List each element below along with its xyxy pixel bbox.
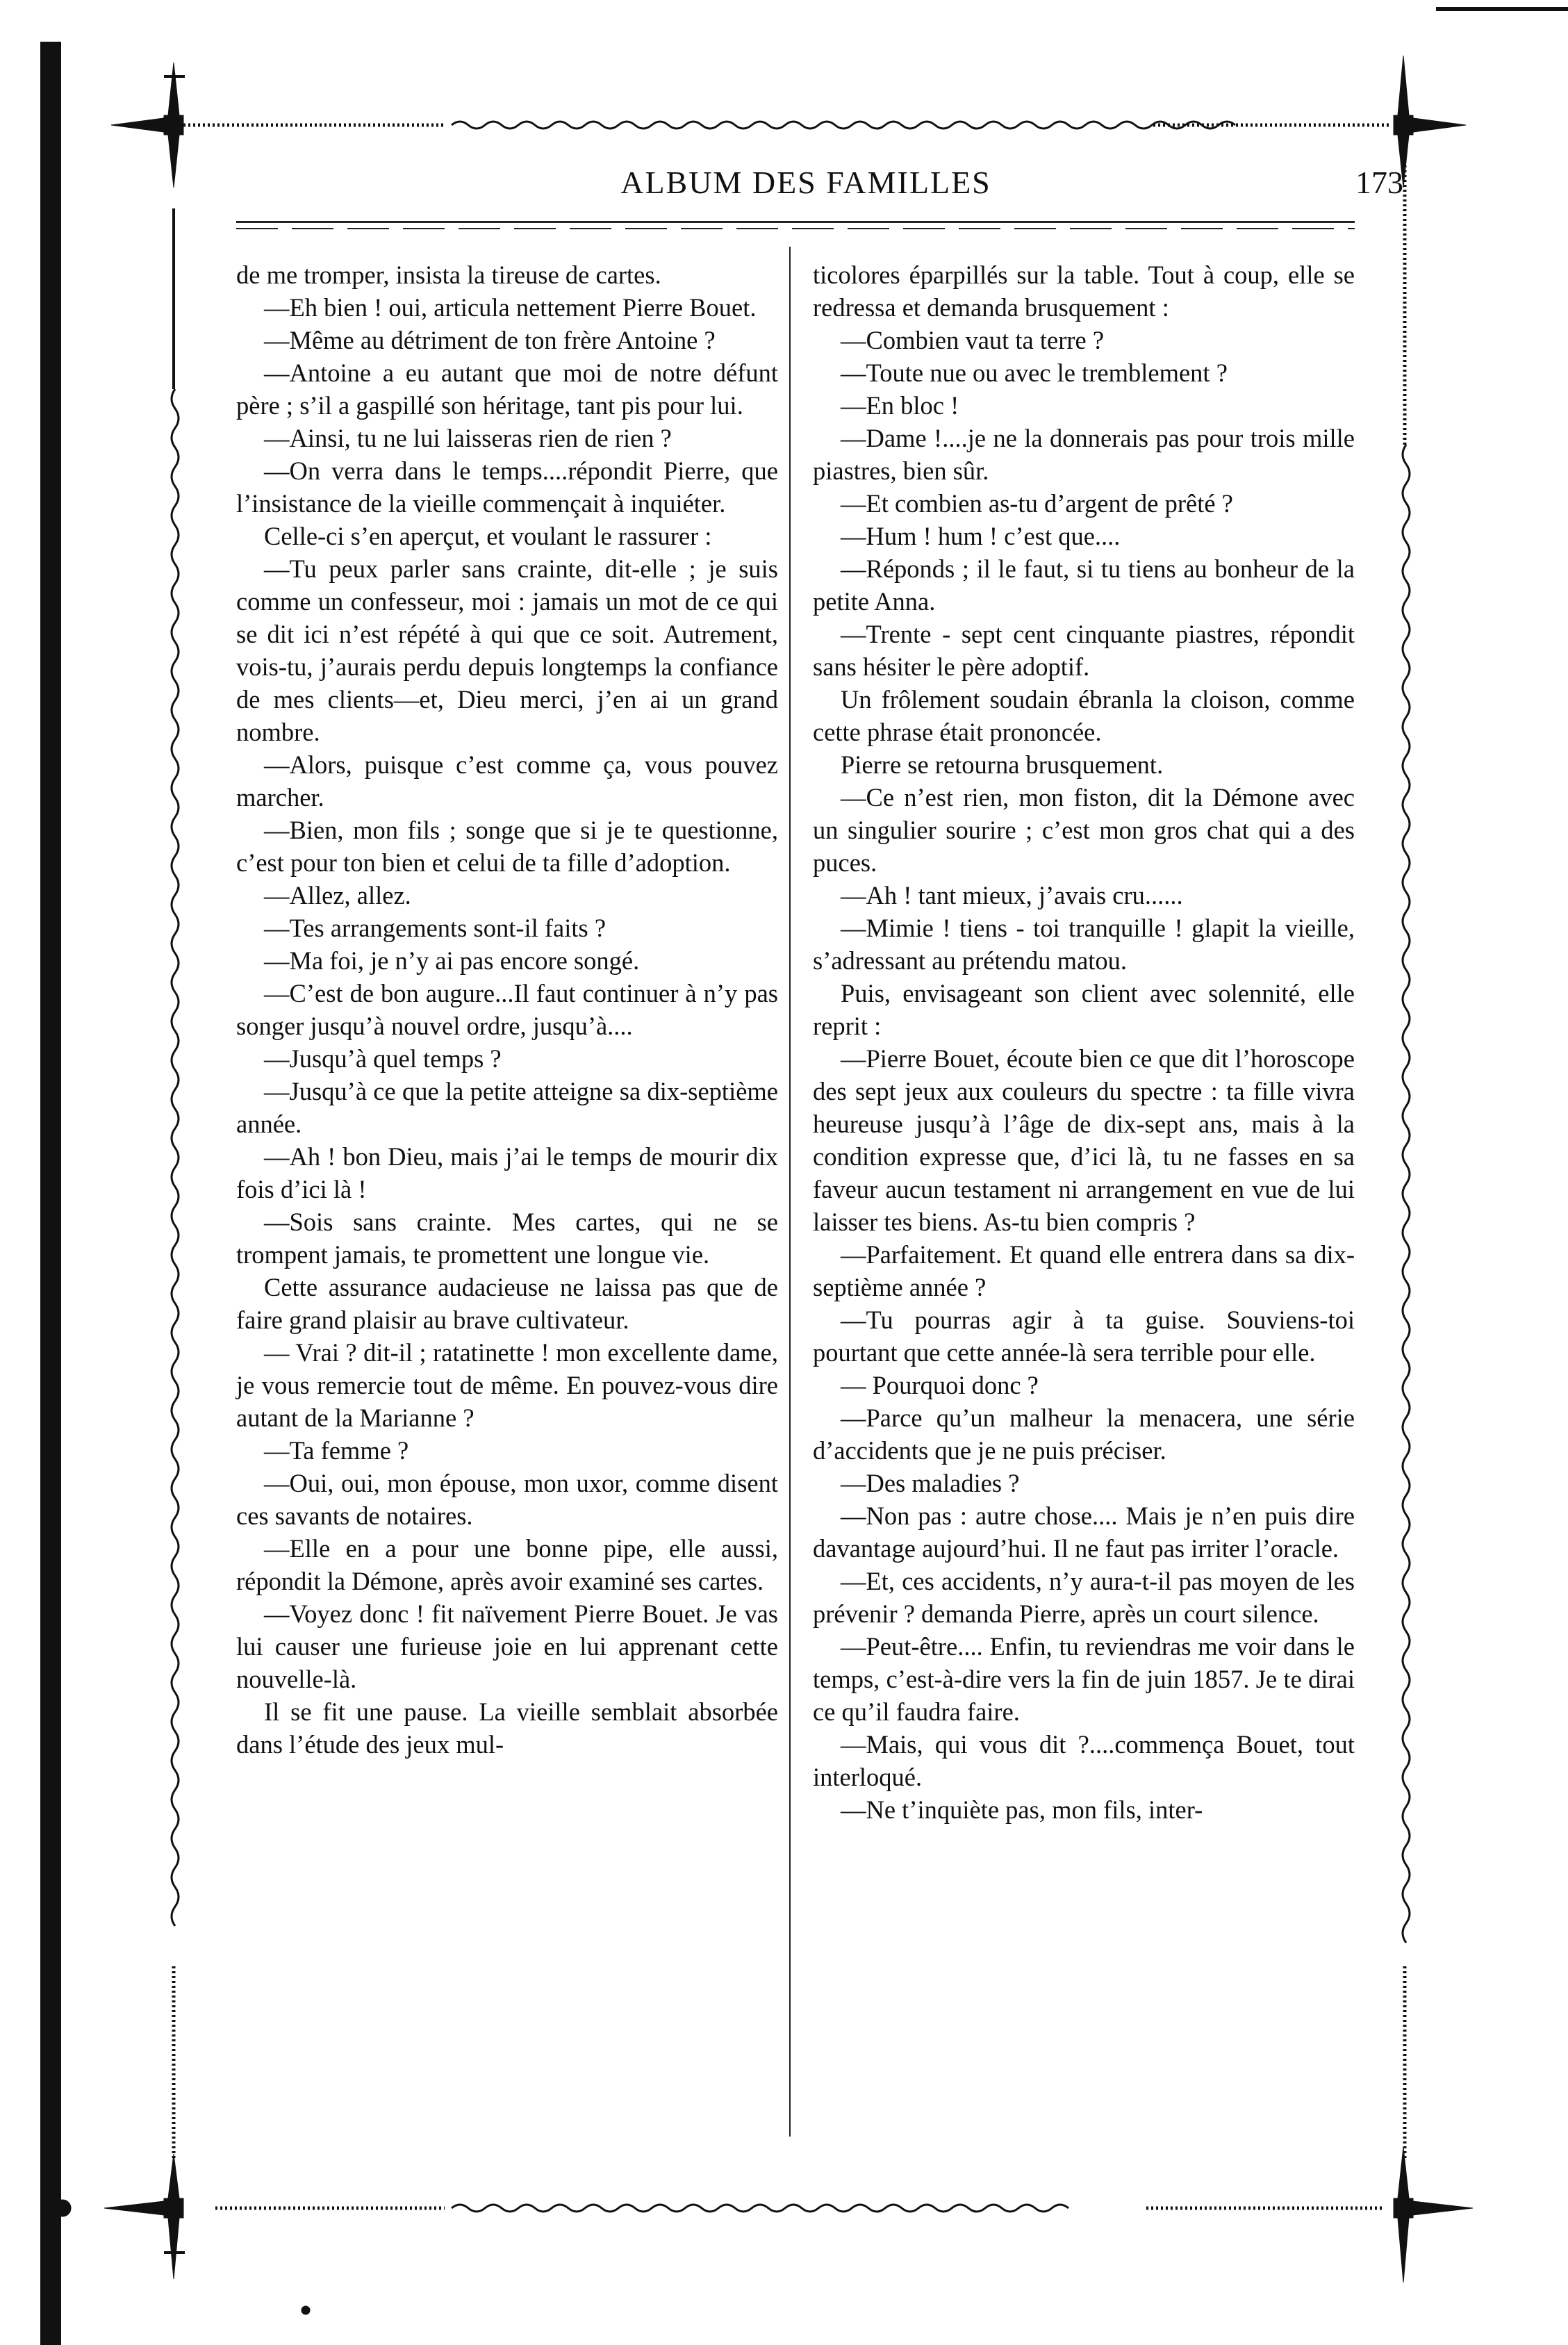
paragraph: —Combien vaut ta terre ?	[841, 326, 1105, 354]
paragraph: —Réponds ; il le faut, si tu tiens au bonheur de la petite Anna.	[813, 554, 1355, 616]
paragraph: Celle-ci s’en aperçut, et voulant le rassurer :	[264, 522, 712, 550]
paragraph: —Ah ! tant mieux, j’avais cru......	[841, 881, 1183, 910]
paragraph: —Pierre Bouet, écoute bien ce que dit l’horoscope des sept jeux aux couleurs du spectre : ta fille vivra heureuse jusqu’à l’âge de dix-sept ans, mais à la condition expresse que, d’ici là, tu ne fasses en sa faveur aucun testament ni arrangement en vue de lui laisser tes biens. As-tu bien compris ?	[813, 1044, 1355, 1236]
paragraph: —Des maladies ?	[841, 1469, 1020, 1497]
paragraph: —Même au détriment de ton frère Antoine ?	[264, 326, 716, 354]
paragraph: —Et, ces accidents, n’y aura-t-il pas moyen de les prévenir ? demanda Pierre, après un court silence.	[813, 1567, 1355, 1628]
page-number: 173	[1355, 165, 1403, 200]
right-border-ornament	[1403, 146, 1410, 2161]
paragraph: —Tes arrangements sont-il faits ?	[264, 914, 606, 942]
paragraph: ticolores éparpillés sur la table. Tout à coup, elle se redressa et demanda brusquement :	[813, 261, 1355, 322]
paragraph: —Bien, mon fils ; songe que si je te questionne, c’est pour ton bien et celui de ta fille d’adoption.	[236, 816, 778, 877]
paragraph: —Ma foi, je n’y ai pas encore songé.	[264, 946, 640, 975]
paragraph: —Allez, allez.	[264, 881, 411, 910]
paragraph: —Trente - sept cent cinquante piastres, répondit sans hésiter le père adoptif.	[813, 620, 1355, 681]
paragraph: —Dame !....je ne la donnerais pas pour trois mille piastres, bien sûr.	[813, 424, 1355, 485]
paragraph: —Elle en a pour une bonne pipe, elle aussi, répondit la Démone, après avoir examiné ses cartes.	[236, 1534, 778, 1595]
right-text-column	[813, 258, 1355, 1826]
header-rule	[236, 221, 1355, 223]
paragraph: —Sois sans crainte. Mes cartes, qui ne se trompent jamais, te promettent une longue vie.	[236, 1208, 778, 1269]
paragraph: — Vrai ? dit-il ; ratatinette ! mon excellente dame, je vous remercie tout de même. En pouvez-vous dire autant de la Marianne ?	[236, 1338, 778, 1432]
paragraph: —Ne t’inquiète pas, mon fils, inter-	[841, 1795, 1203, 1824]
paragraph: Cette assurance audacieuse ne laissa pas que de faire grand plaisir au brave cultivateur.	[236, 1273, 778, 1334]
paragraph: de me tromper, insista la tireuse de cartes.	[236, 261, 661, 289]
paragraph: —Et combien as-tu d’argent de prêté ?	[841, 489, 1233, 518]
paragraph: —Hum ! hum ! c’est que....	[841, 522, 1121, 550]
paragraph: Un frôlement soudain ébranla la cloison, comme cette phrase était prononcée.	[813, 685, 1355, 746]
paragraph: — Pourquoi donc ?	[841, 1371, 1039, 1399]
paragraph: —Jusqu’à quel temps ?	[264, 1044, 502, 1073]
paragraph: Pierre se retourna brusquement.	[841, 750, 1164, 779]
paragraph: —Ta femme ?	[264, 1436, 409, 1465]
paragraph: —Oui, oui, mon épouse, mon uxor, comme disent ces savants de notaires.	[236, 1469, 778, 1530]
paragraph: —Parce qu’un malheur la menacera, une série d’accidents que je ne puis préciser.	[813, 1404, 1355, 1465]
bottom-border-ornament	[54, 2147, 1473, 2314]
running-title: ALBUM DES FAMILLES	[620, 165, 991, 200]
paragraph: —Jusqu’à ce que la petite atteigne sa dix-septième année.	[236, 1077, 778, 1138]
left-border-ornament	[172, 208, 179, 2161]
paragraph: —On verra dans le temps....répondit Pierre, que l’insistance de la vieille commençait à inquiéter.	[236, 456, 778, 518]
paragraph: —Parfaitement. Et quand elle entrera dans sa dix-septième année ?	[813, 1240, 1355, 1301]
left-text-column	[236, 258, 778, 1761]
paragraph: —Peut-être.... Enfin, tu reviendras me voir dans le temps, c’est-à-dire vers la fin de juin 1857. Je te dirai ce qu’il faudra faire.	[813, 1632, 1355, 1726]
paragraph: Puis, envisageant son client avec solennité, elle reprit :	[813, 979, 1355, 1040]
paragraph: —Antoine a eu autant que moi de notre défunt père ; s’il a gaspillé son héritage, tant pis pour lui.	[236, 359, 778, 420]
paragraph: Il se fit une pause. La vieille semblait absorbée dans l’étude des jeux mul-	[236, 1697, 778, 1759]
header-rule-dashed	[236, 228, 1355, 229]
paragraph: —Alors, puisque c’est comme ça, vous pouvez marcher.	[236, 750, 778, 812]
paragraph: —Mimie ! tiens - toi tranquille ! glapit la vieille, s’adressant au prétendu matou.	[813, 914, 1355, 975]
paragraph: —Tu peux parler sans crainte, dit-elle ; je suis comme un confesseur, moi : jamais un mot de ce qui se dit ici n’est répété à qui que ce soit. Autrement, vois-tu, j’aurais perdu depuis longtemps la confiance de mes clients—et, Dieu merci, j’en ai un grand nombre.	[236, 554, 778, 746]
paragraph: —Voyez donc ! fit naïvement Pierre Bouet. Je vas lui causer une furieuse joie en lui apprenant cette nouvelle-là.	[236, 1599, 778, 1693]
paragraph: —Toute nue ou avec le tremblement ?	[841, 359, 1228, 387]
paragraph: —Ainsi, tu ne lui laisseras rien de rien ?	[264, 424, 672, 452]
paragraph: —Ce n’est rien, mon fiston, dit la Démone avec un singulier sourire ; c’est mon gros chat qui a des puces.	[813, 783, 1355, 877]
paragraph: —Tu pourras agir à ta guise. Souviens-toi pourtant que cette année-là sera terrible pour elle.	[813, 1306, 1355, 1367]
paragraph: —En bloc !	[841, 391, 959, 420]
paragraph: —C’est de bon augure...Il faut continuer à n’y pas songer jusqu’à nouvel ordre, jusqu’à....	[236, 979, 778, 1040]
paragraph: —Mais, qui vous dit ?....commença Bouet, tout interloqué.	[813, 1730, 1355, 1791]
paragraph: —Ah ! bon Dieu, mais j’ai le temps de mourir dix fois d’ici là !	[236, 1142, 778, 1203]
column-divider	[789, 247, 791, 2137]
paragraph: —Non pas : autre chose.... Mais je n’en puis dire davantage aujourd’hui. Il ne faut pas irriter l’oracle.	[813, 1501, 1355, 1563]
page-header	[208, 164, 1403, 213]
paragraph: —Eh bien ! oui, articula nettement Pierre Bouet.	[264, 293, 757, 322]
